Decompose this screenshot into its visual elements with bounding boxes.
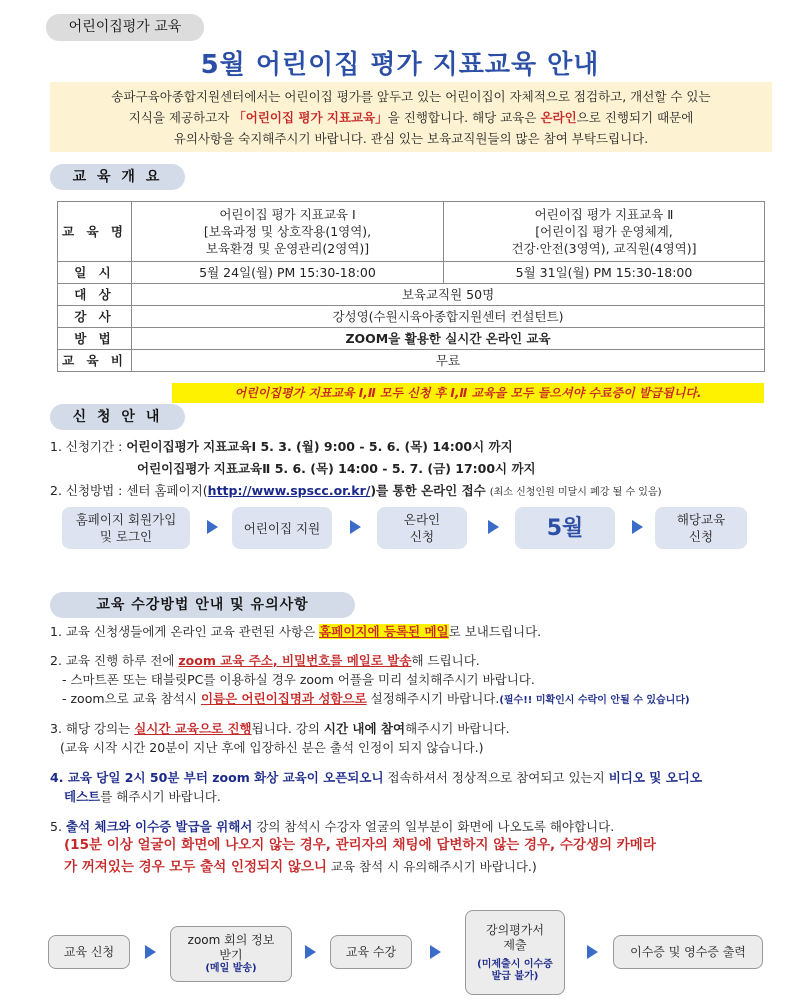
guide-item-1	[50, 622, 541, 641]
intro-online: 온라인	[540, 110, 577, 125]
apply-period-course-1: 어린이집평가 지표교육Ⅰ 5. 3. (월) 9:00 - 5. 6. (목) 14:00시 까지	[126, 439, 513, 454]
guide-item-5	[50, 817, 614, 836]
process-step-label: 제출	[503, 937, 527, 952]
guide-item-4	[50, 768, 702, 787]
flow-step-online-apply	[377, 507, 467, 549]
guide-item-5-warning-1: (15분 이상 얼굴이 화면에 나오지 않는 경우, 관리자의 채팅에 답변하지 않는 경우, 수강생의 카메라	[64, 837, 656, 853]
guide-item-4-cont	[64, 787, 221, 806]
guide-av-test: 비디오 및 오디오	[608, 770, 702, 785]
guide-time-rule: 시간 내에 참여	[323, 721, 406, 736]
lecturer-value: 강성영(수원시육아종합지원센터 컨설턴트)	[132, 306, 765, 328]
apply-method-note: (최소 신청인원 미달시 폐강 될 수 있음)	[489, 487, 662, 498]
guide-zoom-open: 4. 교육 당일 2시 50분 부터 zoom 화상 교육이 오픈되오니	[50, 770, 384, 785]
row-label-name: 교 육 명	[58, 202, 132, 262]
section-apply: 신 청 안 내	[50, 404, 185, 430]
table-row	[58, 284, 765, 306]
apply-period-2	[137, 459, 536, 478]
row-label-fee: 교 육 비	[58, 350, 132, 372]
intro-box	[50, 82, 772, 152]
course-1-area: 보육환경 및 운영관리(2영역)]	[205, 241, 370, 256]
guide-text: 강의 참석시 수강자 얼굴의 일부분이 화면에 나오도록 해야합니다.	[252, 819, 615, 834]
intro-line-3: 유의사항을 숙지해주시기 바랍니다. 관심 있는 보육교직원들의 많은 참여 부탁드립니다.	[173, 131, 649, 146]
flow-step-center-support	[232, 507, 332, 549]
guide-registered-email: 홈페이지에 등록된 메일	[319, 624, 449, 639]
page-tag: 어린이집평가 교육	[46, 14, 204, 41]
guide-text: 1. 교육 신청생들에게 온라인 교육 관련된 사항은	[50, 624, 320, 639]
intro-text: 지식을 제공하고자	[128, 110, 234, 125]
guide-zoom-info: zoom 교육 주소, 비밀번호를 메일로 발송	[178, 653, 412, 668]
process-step-label: 이수증 및 영수증 출력	[630, 944, 746, 959]
course-2-name	[444, 202, 765, 262]
course-2-date: 5월 31일(월) PM 15:30-18:00	[444, 262, 765, 284]
table-row	[58, 328, 765, 350]
flow-step-label: 5월	[546, 515, 584, 541]
course-1-name	[132, 202, 444, 262]
process-step-label: 받기	[219, 948, 243, 962]
course-1-area: [보육과정 및 상호작용(1영역),	[203, 224, 372, 239]
guide-realtime: 실시간 교육으로 진행	[134, 721, 252, 736]
guide-text: 5.	[50, 819, 66, 834]
row-label-lecturer: 강 사	[58, 306, 132, 328]
process-step-label: zoom 회의 정보	[187, 933, 275, 947]
arrow-right-icon	[145, 945, 156, 959]
arrow-right-icon	[350, 520, 361, 534]
process-step-zoom-info	[170, 926, 292, 982]
flow-step-label: 홈페이지 회원가입 및 로그인	[75, 512, 177, 544]
guide-text: 해주시기 바랍니다.	[405, 721, 510, 736]
completion-notice: 어린이집평가 지표교육 Ⅰ,Ⅱ 모두 신청 후 Ⅰ,Ⅱ 교육을 모두 들으셔야 수료증이 발급됩니다.	[172, 383, 764, 403]
apply-method	[50, 481, 662, 502]
process-step-evaluation	[465, 910, 565, 995]
course-1-title: 어린이집 평가 지표교육 Ⅰ	[219, 207, 356, 222]
process-step-label: 강의평가서	[486, 922, 544, 937]
row-label-target: 대 상	[58, 284, 132, 306]
guide-item-3	[50, 719, 510, 738]
intro-text: 을 진행합니다. 해당 교육은	[387, 110, 541, 125]
row-label-date: 일 시	[58, 262, 132, 284]
target-value: 보육교직원 50명	[132, 284, 765, 306]
intro-text: 으로 진행되기 때문에	[576, 110, 694, 125]
course-1-date: 5월 24일(월) PM 15:30-18:00	[132, 262, 444, 284]
arrow-right-icon	[488, 520, 499, 534]
apply-method-label: 2. 신청방법 : 센터 홈페이지(	[50, 483, 208, 498]
arrow-right-icon	[430, 945, 441, 959]
intro-line-2	[50, 107, 772, 128]
flow-step-course-apply	[655, 507, 747, 549]
course-2-area: 건강·안전(3영역), 교직원(4영역)]	[511, 241, 697, 256]
guide-text: 로 보내드립니다.	[448, 624, 542, 639]
guide-text: 교육 참석 시 유의해주시기 바랍니다.)	[326, 859, 537, 874]
apply-method-text: )를 통한	[370, 483, 422, 498]
guide-item-2-sub-1: - 스마트폰 또는 태블릿PC를 이용하실 경우 zoom 어플을 미리 설치해주시기 바랍니다.	[62, 672, 535, 687]
page-title: 5월 어린이집 평가 지표교육 안내	[200, 50, 600, 80]
course-2-area: [어린이집 평가 운영체계,	[535, 224, 673, 239]
table-row	[58, 350, 765, 372]
method-value: ZOOM을 활용한 실시간 온라인 교육	[132, 328, 765, 350]
guide-av-test: 테스트	[64, 789, 101, 804]
flow-step-label: 온라인 신청	[403, 512, 441, 544]
intro-course-name: 「어린이집 평가 지표교육」	[233, 110, 388, 125]
flow-step-label: 해당교육 신청	[676, 512, 726, 544]
arrow-right-icon	[207, 520, 218, 534]
apply-period-1	[50, 437, 513, 456]
flow-step-may	[515, 507, 615, 549]
guide-text: 를 해주시기 바랍니다.	[100, 789, 221, 804]
guide-text: 2. 교육 진행 하루 전에	[50, 653, 179, 668]
table-row	[58, 202, 765, 262]
process-step-attend	[330, 935, 412, 969]
overview-table	[57, 201, 765, 372]
process-step-note: (메일 발송)	[205, 963, 257, 974]
guide-text: 접속하셔서 정상적으로 참여되고 있는지	[383, 770, 609, 785]
arrow-right-icon	[632, 520, 643, 534]
course-2-title: 어린이집 평가 지표교육 Ⅱ	[534, 207, 674, 222]
guide-required-note: (필수!! 미확인시 수락이 안될 수 있습니다)	[499, 695, 690, 706]
intro-line-1: 송파구육아종합지원센터에서는 어린이집 평가를 앞두고 있는 어린이집이 자체적으로 점검하고, 개선할 수 있는	[111, 89, 711, 104]
process-step-note: (미제출시 이수증 발급 불가)	[477, 958, 553, 982]
row-label-method: 방 법	[58, 328, 132, 350]
arrow-right-icon	[587, 945, 598, 959]
guide-name-rule: 이름은 어린이집명과 성함으로	[200, 691, 367, 706]
fee-value: 무료	[132, 350, 765, 372]
apply-method-online: 온라인 접수	[421, 483, 486, 498]
process-step-label: 교육 수강	[345, 944, 397, 959]
section-guide: 교육 수강방법 안내 및 유의사항	[50, 592, 355, 618]
guide-warning: 가 꺼져있는 경우 모두 출석 인정되지 않으니	[64, 859, 327, 875]
apply-period-course-2: 어린이집평가 지표교육Ⅱ 5. 6. (목) 14:00 - 5. 7. (금) 17:00시 까지	[137, 461, 536, 476]
guide-text: 3. 해당 강의는	[50, 721, 135, 736]
process-step-apply	[48, 935, 130, 969]
guide-text: 해 드립니다.	[411, 653, 480, 668]
process-step-certificate	[613, 935, 763, 969]
section-overview: 교 육 개 요	[50, 164, 185, 190]
apply-period-label: 1. 신청기간 :	[50, 439, 127, 454]
guide-text: 설정해주시기 바랍니다.	[366, 691, 500, 706]
guide-item-2-sub-2	[62, 689, 690, 710]
guide-text: - zoom으로 교육 참석시	[62, 691, 201, 706]
process-step-label: 교육 신청	[63, 944, 115, 959]
guide-text: 됩니다. 강의	[251, 721, 324, 736]
homepage-link[interactable]: http://www.spscc.or.kr/	[207, 483, 371, 498]
guide-item-5-warning-2	[64, 857, 537, 877]
flow-step-signup	[62, 507, 190, 549]
guide-attendance: 출석 체크와 이수증 발급을 위해서	[65, 819, 253, 834]
flow-step-label: 어린이집 지원	[243, 520, 321, 536]
arrow-right-icon	[305, 945, 316, 959]
guide-item-3-sub: (교육 시작 시간 20분이 지난 후에 입장하신 분은 출석 인정이 되지 않습니다.)	[60, 740, 484, 755]
table-row	[58, 262, 765, 284]
table-row	[58, 306, 765, 328]
guide-item-2	[50, 651, 480, 670]
